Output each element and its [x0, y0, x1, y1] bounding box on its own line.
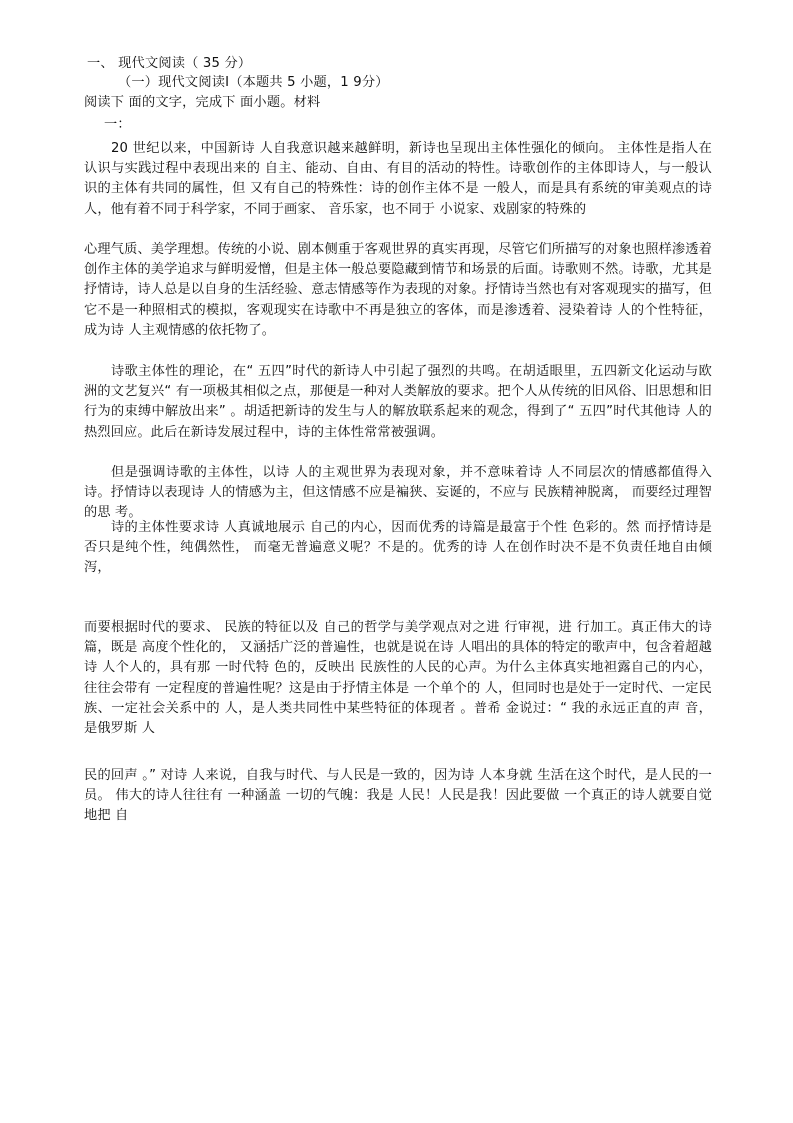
paragraph: 诗的主体性要求诗 人真诚地展示 自己的内心，因而优秀的诗篇是最富于个性 色彩的。然 而抒情诗是否只是纯个性，纯偶然性， 而毫无普遍意义呢？不是的。优秀的诗 人在创作时决不是不负责任地自由倾泻，	[84, 520, 712, 576]
paragraph: 20 世纪以来，中国新诗 人自我意识越来越鲜明，新诗也呈现出主体性强化的倾向。 主体性是指人在认识与实践过程中表现出来的 自主、能动、自由、有目的活动的特性。诗歌创作的主体即诗人，与一般认识的主体有共同的属性，但 又有自己的特殊性：诗的创作主体不是 一般人，而是具有系统的审美观点的诗 人，他有着不同于科学家，不同于画家、 音乐家，也不同于 小说家、戏剧家的特殊的	[84, 141, 712, 217]
paragraph: 民的回声 。” 对诗 人来说，自我与时代、与人民是一致的，因为诗 人本身就 生活在这个时代，是人民的一员。 伟大的诗人往往有 一种涵盖 一切的气魄：我是 人民！人民是我！因此要做 一个真正的诗人就要自觉地把 自	[84, 768, 712, 824]
paragraph: 心理气质、美学理想。传统的小说、剧本侧重于客观世界的真实再现，尽管它们所描写的对象也照样渗透着创作主体的美学追求与鲜明爱憎，但是主体一般总要隐藏到情节和场景的后面。诗歌则不然。诗歌，尤其是抒情诗，诗人总是以自身的生活经验、意志情感等作为表现的对象。抒情诗当然也有对客观现实的描写，但它不是一种照相式的模拟，客观现实在诗歌中不再是独立的客体，而是渗透着、浸染着诗 人的个性特征，成为诗 人主观情感的依托物了。	[84, 242, 712, 338]
paragraph: 但是强调诗歌的主体性，以诗 人的主观世界为表现对象，并不意味着诗 人不同层次的情感都值得入诗。抒情诗以表现诗 人的情感为主，但这情感不应是褊狭、妄诞的，不应与 民族精神脱离， 而要经过理智的思 考。	[84, 465, 712, 521]
section-heading: 一、 现代文阅读（ 35 分）	[87, 56, 252, 71]
material-label: 一：	[104, 117, 131, 132]
paragraph: 诗歌主体性的理论，在“ 五四”时代的新诗人中引起了强烈的共鸣。在胡适眼里，五四新文化运动与欧洲的文艺复兴“ 有一项极其相似之点，那便是一种对人类解放的要求。把个人从传统的旧风俗、旧思想和旧行为的束缚中解放出来” 。胡适把新诗的发生与人的解放联系起来的观念，得到了“ 五四”时代其他诗 人的热烈回应。此后在新诗发展过程中，诗的主体性常常被强调。	[84, 364, 712, 440]
reading-instruction: 阅读下 面的文字，完成下 面小题。材料	[84, 95, 321, 110]
subsection-heading: （一）现代文阅读Ⅰ（本题共 5 小题，1 9分）	[118, 75, 389, 90]
paragraph: 而要根据时代的要求、 民族的特征以及 自己的哲学与美学观点对之进 行审视，进 行加工。真正伟大的诗篇，既是 高度个性化的， 又涵括广泛的普遍性，也就是说在诗 人唱出的具体的特定的歌声中，包含着超越诗 人个人的，具有那 一时代特 色的，反映出 民族性的人民的心声。为什么主体真实地袒露自己的内心，往往会带有 一定程度的普遍性呢？这是由于抒情主体是 一个单个的 人，但同时也是处于一定时代、一定民族、一定社会关系中的 人，是人类共同性中某些特征的体现者 。普希 金说过：“ 我的永远正直的声 音，是俄罗斯 人	[84, 620, 712, 737]
